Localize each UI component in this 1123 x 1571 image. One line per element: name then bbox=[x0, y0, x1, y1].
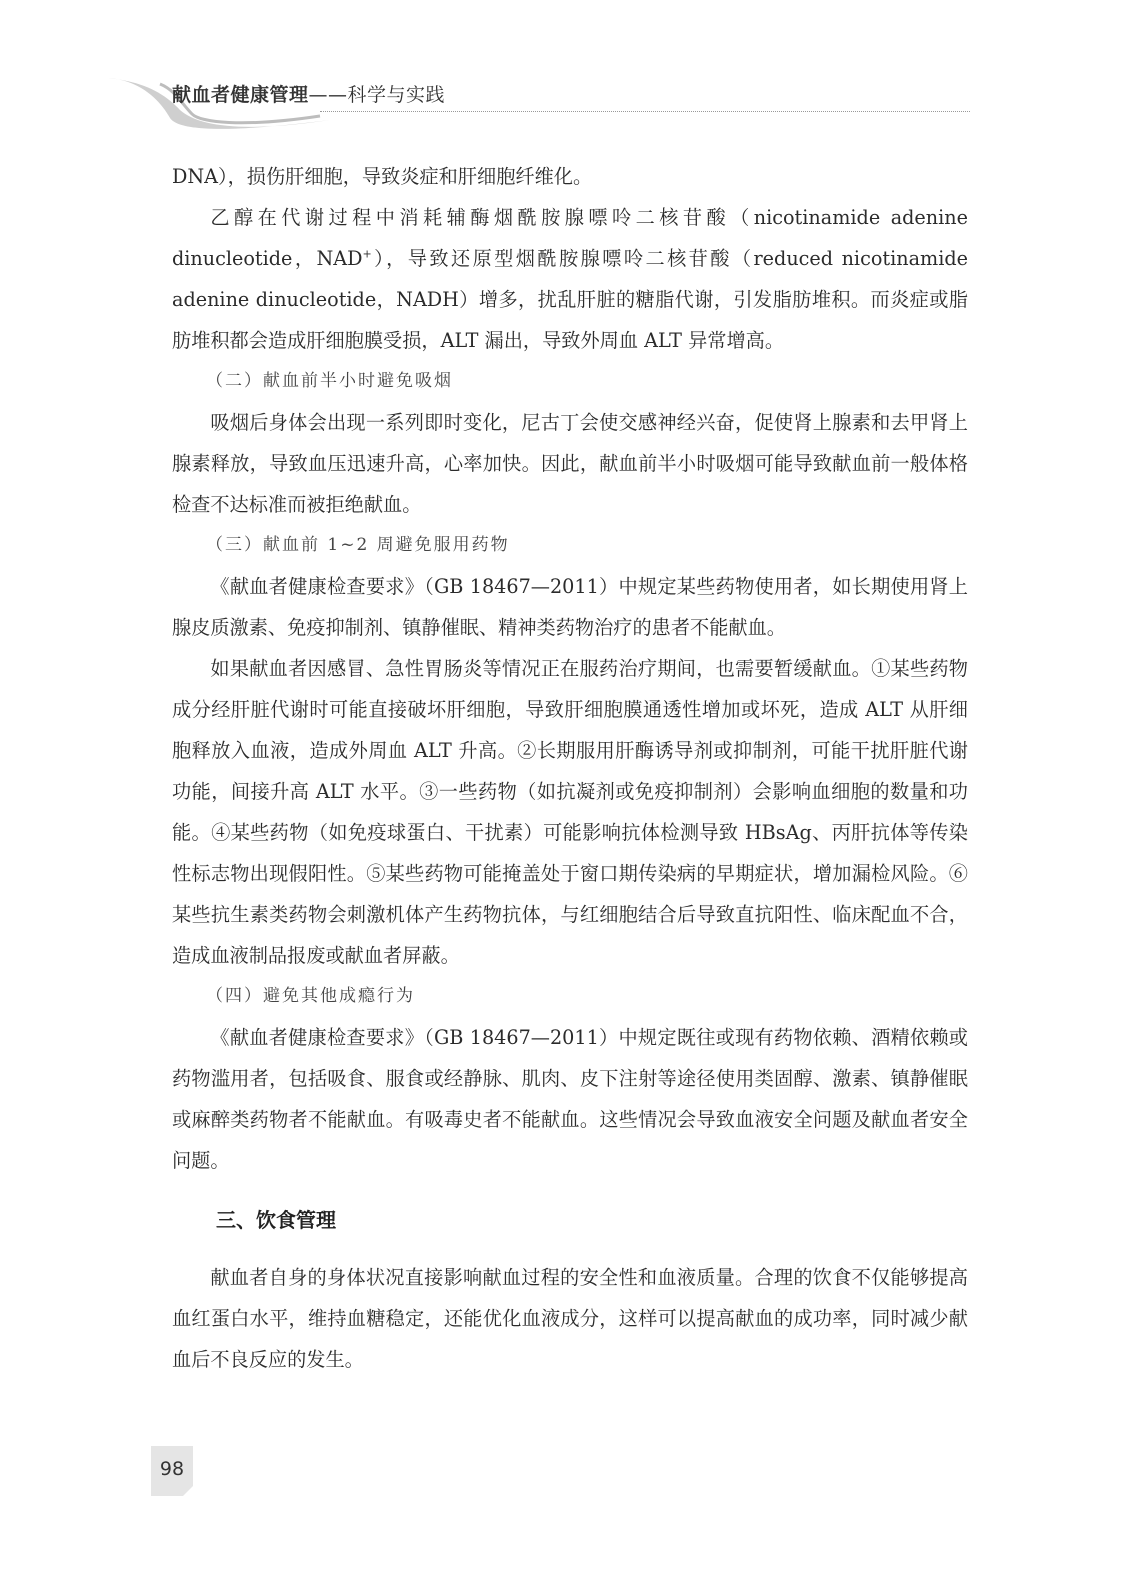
paragraph: DNA），损伤肝细胞，导致炎症和肝细胞纤维化。 bbox=[172, 165, 593, 188]
paragraph-nad bbox=[172, 197, 968, 361]
paragraph: 吸烟后身体会出现一系列即时变化，尼古丁会使交感神经兴奋，促使肾上腺素和去甲肾上腺素释放，导致血压迅速升高，心率加快。因此，献血前半小时吸烟可能导致献血前一般体格检查不达标准而被拒绝献血。 bbox=[172, 411, 968, 516]
paragraph: 《献血者健康检查要求》（GB 18467—2011）中规定既往或现有药物依赖、酒精依赖或药物滥用者，包括吸食、服食或经静脉、肌肉、皮下注射等途径使用类固醇、激素、镇静催眠或麻醉类药物者不能献血。有吸毒史者不能献血。这些情况会导致血液安全问题及献血者安全问题。 bbox=[172, 1026, 968, 1172]
paragraph: 献血者自身的身体状况直接影响献血过程的安全性和血液质量。合理的饮食不仅能够提高血红蛋白水平，维持血糖稳定，还能优化血液成分，这样可以提高献血的成功率，同时减少献血后不良反应的发生。 bbox=[172, 1266, 968, 1371]
paragraph: 如果献血者因感冒、急性胃肠炎等情况正在服药治疗期间，也需要暂缓献血。①某些药物成分经肝脏代谢时可能直接破坏肝细胞，导致肝细胞膜通透性增加或坏死，造成 ALT 从肝细胞释放入血液，造成外周血 ALT 升高。②长期服用肝酶诱导剂或抑制剂，可能干扰肝脏代谢功能，间接升高 ALT 水平。③一些药物（如抗凝剂或免疫抑制剂）会影响血细胞的数量和功能。④某些药物（如免疫球蛋白、干扰素）可能影响抗体检测导致 HBsAg、丙肝抗体等传染性标志物出现假阳性。⑤某些药物可能掩盖处于窗口期传染病的早期症状，增加漏检风险。⑥某些抗生素类药物会刺激机体产生药物抗体，与红细胞结合后导致直抗阳性、临床配血不合，造成血液制品报废或献血者屏蔽。 bbox=[172, 657, 968, 967]
book-title: 献血者健康管理 bbox=[172, 84, 309, 106]
subheading: （二）献血前半小时避免吸烟 bbox=[206, 371, 453, 391]
running-header bbox=[172, 80, 445, 107]
subheading: （四）避免其他成瘾行为 bbox=[206, 986, 415, 1006]
page-body bbox=[172, 156, 968, 1380]
subheading: （三）献血前 1~2 周避免服用药物 bbox=[206, 535, 510, 555]
header-dotted-rule bbox=[320, 111, 970, 112]
paragraph: 《献血者健康检查要求》（GB 18467—2011）中规定某些药物使用者，如长期使用肾上腺皮质激素、免疫抑制剂、镇静催眠、精神类药物治疗的患者不能献血。 bbox=[172, 575, 968, 639]
paragraph-text: ），导致还原型烟酰胺腺嘌呤二核苷酸（reduced nicotinamide adenine dinucleotide，NADH）增多，扰乱肝脏的糖脂代谢，引发脂肪堆积。而炎症或脂肪堆积都会造成肝细胞膜受损，ALT 漏出，导致外周血 ALT 异常增高。 bbox=[172, 247, 968, 352]
page-number: 98 bbox=[159, 1458, 185, 1480]
superscript-plus: + bbox=[362, 247, 372, 261]
paragraph-text: 乙醇在代谢过程中消耗辅酶烟酰胺腺嘌呤二核苷酸（nicotinamide adenine dinucleotide，NAD bbox=[172, 206, 968, 270]
section-heading: 三、饮食管理 bbox=[216, 1208, 336, 1232]
book-subtitle: ——科学与实践 bbox=[308, 84, 446, 106]
